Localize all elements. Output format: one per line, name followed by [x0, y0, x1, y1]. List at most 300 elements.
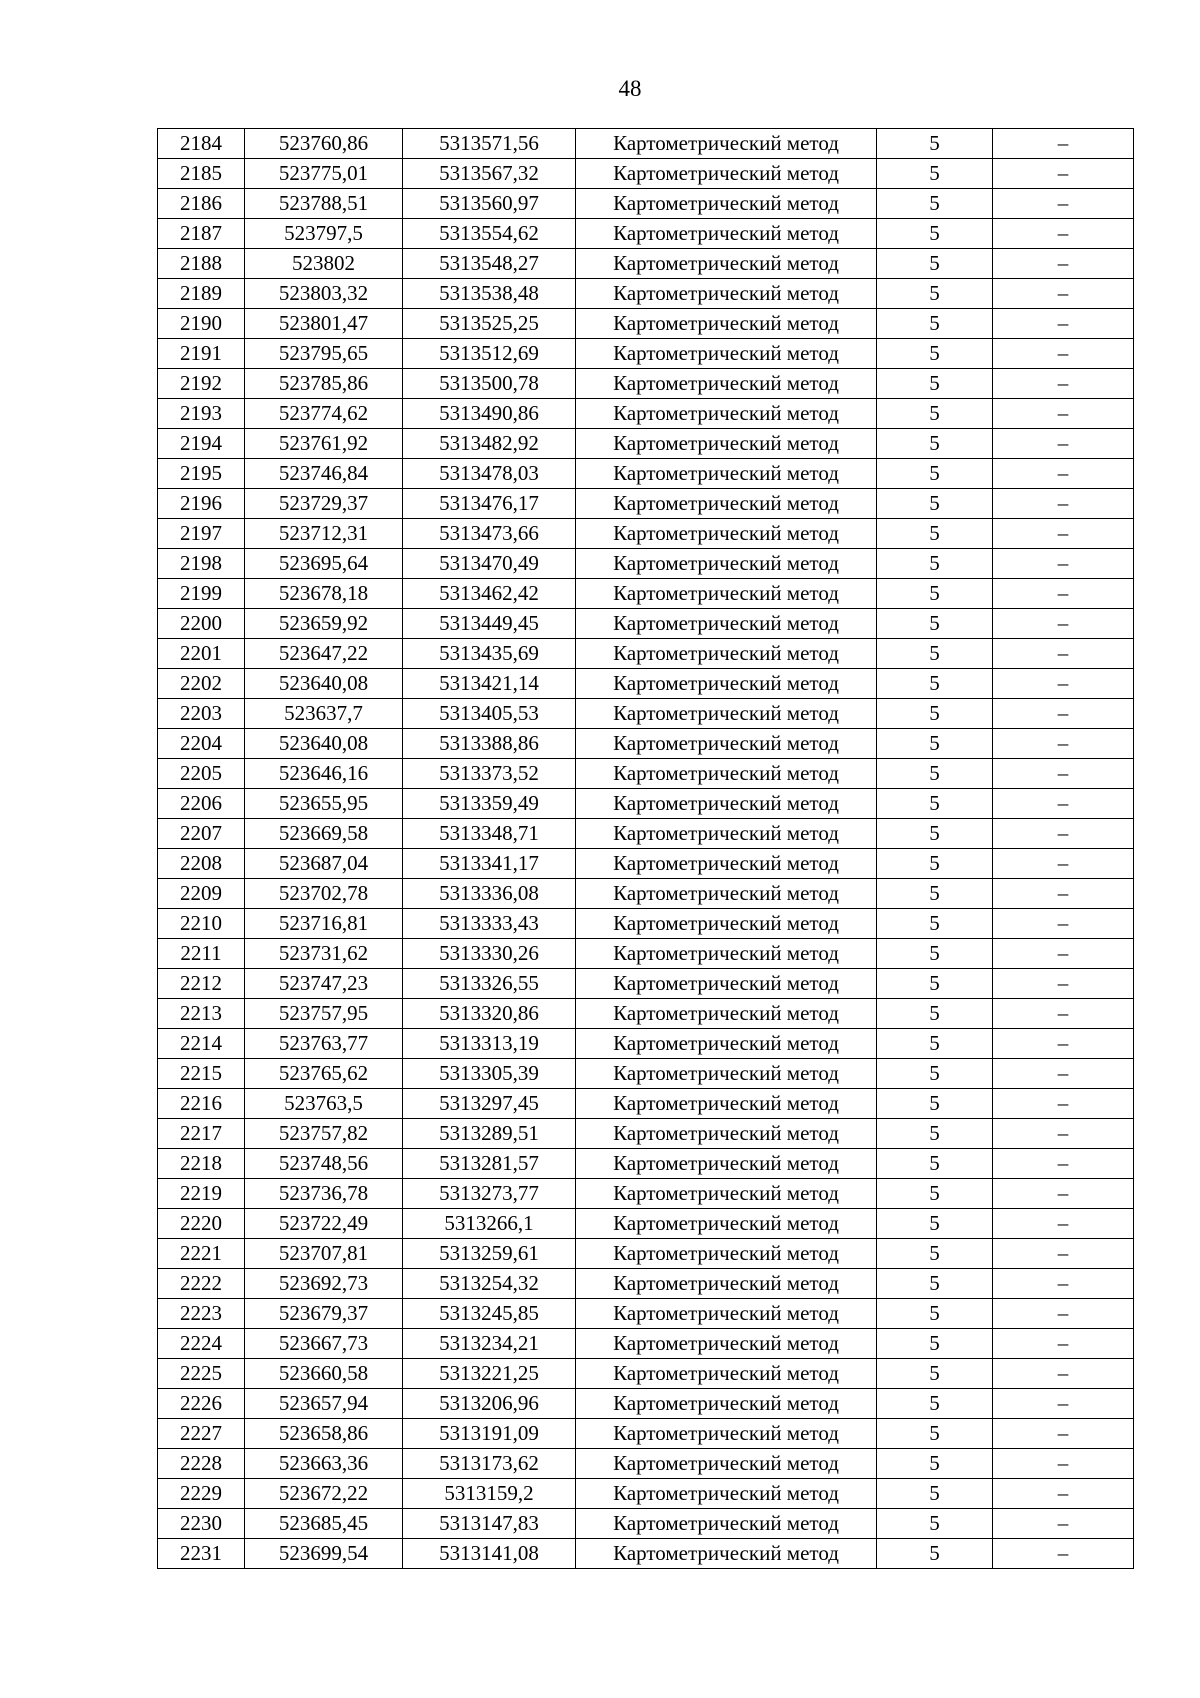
y-coordinate-cell: 5313567,32: [403, 159, 576, 189]
x-coordinate-cell: 523692,73: [245, 1269, 403, 1299]
y-coordinate-cell: 5313571,56: [403, 129, 576, 159]
accuracy-cell: 5: [877, 1359, 993, 1389]
table-row: [158, 729, 1134, 759]
note-cell: –: [993, 1299, 1134, 1329]
note-cell: –: [993, 279, 1134, 309]
method-cell: Картометрический метод: [576, 789, 877, 819]
method-cell: Картометрический метод: [576, 879, 877, 909]
x-coordinate-cell: 523761,92: [245, 429, 403, 459]
point-number-cell: 2228: [158, 1449, 245, 1479]
point-number-cell: 2209: [158, 879, 245, 909]
note-cell: –: [993, 879, 1134, 909]
x-coordinate-cell: 523722,49: [245, 1209, 403, 1239]
note-cell: –: [993, 609, 1134, 639]
y-coordinate-cell: 5313191,09: [403, 1419, 576, 1449]
table-row: [158, 369, 1134, 399]
accuracy-cell: 5: [877, 1149, 993, 1179]
x-coordinate-cell: 523658,86: [245, 1419, 403, 1449]
accuracy-cell: 5: [877, 219, 993, 249]
method-cell: Картометрический метод: [576, 1419, 877, 1449]
note-cell: –: [993, 1029, 1134, 1059]
accuracy-cell: 5: [877, 1179, 993, 1209]
x-coordinate-cell: 523702,78: [245, 879, 403, 909]
method-cell: Картометрический метод: [576, 909, 877, 939]
accuracy-cell: 5: [877, 669, 993, 699]
note-cell: –: [993, 129, 1134, 159]
table-row: [158, 789, 1134, 819]
point-number-cell: 2227: [158, 1419, 245, 1449]
point-number-cell: 2192: [158, 369, 245, 399]
accuracy-cell: 5: [877, 849, 993, 879]
y-coordinate-cell: 5313320,86: [403, 999, 576, 1029]
note-cell: –: [993, 189, 1134, 219]
x-coordinate-cell: 523660,58: [245, 1359, 403, 1389]
accuracy-cell: 5: [877, 1479, 993, 1509]
note-cell: –: [993, 939, 1134, 969]
method-cell: Картометрический метод: [576, 579, 877, 609]
y-coordinate-cell: 5313147,83: [403, 1509, 576, 1539]
x-coordinate-cell: 523797,5: [245, 219, 403, 249]
method-cell: Картометрический метод: [576, 219, 877, 249]
method-cell: Картометрический метод: [576, 519, 877, 549]
point-number-cell: 2193: [158, 399, 245, 429]
y-coordinate-cell: 5313500,78: [403, 369, 576, 399]
note-cell: –: [993, 1059, 1134, 1089]
point-number-cell: 2204: [158, 729, 245, 759]
note-cell: –: [993, 309, 1134, 339]
x-coordinate-cell: 523757,95: [245, 999, 403, 1029]
x-coordinate-cell: 523669,58: [245, 819, 403, 849]
point-number-cell: 2222: [158, 1269, 245, 1299]
point-number-cell: 2191: [158, 339, 245, 369]
y-coordinate-cell: 5313341,17: [403, 849, 576, 879]
method-cell: Картометрический метод: [576, 1209, 877, 1239]
coordinates-table-body: [158, 129, 1134, 1569]
note-cell: –: [993, 699, 1134, 729]
y-coordinate-cell: 5313554,62: [403, 219, 576, 249]
note-cell: –: [993, 789, 1134, 819]
y-coordinate-cell: 5313141,08: [403, 1539, 576, 1569]
y-coordinate-cell: 5313348,71: [403, 819, 576, 849]
note-cell: –: [993, 429, 1134, 459]
point-number-cell: 2198: [158, 549, 245, 579]
table-row: [158, 279, 1134, 309]
method-cell: Картометрический метод: [576, 489, 877, 519]
table-row: [158, 819, 1134, 849]
y-coordinate-cell: 5313281,57: [403, 1149, 576, 1179]
point-number-cell: 2223: [158, 1299, 245, 1329]
method-cell: Картометрический метод: [576, 429, 877, 459]
table-row: [158, 909, 1134, 939]
table-row: [158, 969, 1134, 999]
method-cell: Картометрический метод: [576, 1299, 877, 1329]
method-cell: Картометрический метод: [576, 1179, 877, 1209]
accuracy-cell: 5: [877, 939, 993, 969]
method-cell: Картометрический метод: [576, 1389, 877, 1419]
x-coordinate-cell: 523747,23: [245, 969, 403, 999]
table-row: [158, 1029, 1134, 1059]
method-cell: Картометрический метод: [576, 339, 877, 369]
point-number-cell: 2217: [158, 1119, 245, 1149]
point-number-cell: 2210: [158, 909, 245, 939]
x-coordinate-cell: 523647,22: [245, 639, 403, 669]
table-row: [158, 1389, 1134, 1419]
y-coordinate-cell: 5313173,62: [403, 1449, 576, 1479]
table-row: [158, 1479, 1134, 1509]
note-cell: –: [993, 1479, 1134, 1509]
accuracy-cell: 5: [877, 429, 993, 459]
accuracy-cell: 5: [877, 1239, 993, 1269]
point-number-cell: 2205: [158, 759, 245, 789]
note-cell: –: [993, 1149, 1134, 1179]
point-number-cell: 2208: [158, 849, 245, 879]
x-coordinate-cell: 523785,86: [245, 369, 403, 399]
accuracy-cell: 5: [877, 1209, 993, 1239]
point-number-cell: 2195: [158, 459, 245, 489]
y-coordinate-cell: 5313336,08: [403, 879, 576, 909]
accuracy-cell: 5: [877, 1059, 993, 1089]
point-number-cell: 2221: [158, 1239, 245, 1269]
note-cell: –: [993, 819, 1134, 849]
method-cell: Картометрический метод: [576, 129, 877, 159]
y-coordinate-cell: 5313470,49: [403, 549, 576, 579]
x-coordinate-cell: 523712,31: [245, 519, 403, 549]
point-number-cell: 2225: [158, 1359, 245, 1389]
y-coordinate-cell: 5313421,14: [403, 669, 576, 699]
note-cell: –: [993, 1269, 1134, 1299]
accuracy-cell: 5: [877, 1299, 993, 1329]
method-cell: Картометрический метод: [576, 849, 877, 879]
point-number-cell: 2218: [158, 1149, 245, 1179]
point-number-cell: 2189: [158, 279, 245, 309]
x-coordinate-cell: 523699,54: [245, 1539, 403, 1569]
table-row: [158, 1539, 1134, 1569]
method-cell: Картометрический метод: [576, 1359, 877, 1389]
x-coordinate-cell: 523679,37: [245, 1299, 403, 1329]
x-coordinate-cell: 523640,08: [245, 669, 403, 699]
point-number-cell: 2187: [158, 219, 245, 249]
table-row: [158, 159, 1134, 189]
method-cell: Картометрический метод: [576, 159, 877, 189]
accuracy-cell: 5: [877, 789, 993, 819]
table-row: [158, 939, 1134, 969]
x-coordinate-cell: 523775,01: [245, 159, 403, 189]
y-coordinate-cell: 5313297,45: [403, 1089, 576, 1119]
x-coordinate-cell: 523655,95: [245, 789, 403, 819]
y-coordinate-cell: 5313476,17: [403, 489, 576, 519]
accuracy-cell: 5: [877, 999, 993, 1029]
note-cell: –: [993, 669, 1134, 699]
method-cell: Картометрический метод: [576, 1089, 877, 1119]
table-row: [158, 1239, 1134, 1269]
y-coordinate-cell: 5313206,96: [403, 1389, 576, 1419]
point-number-cell: 2213: [158, 999, 245, 1029]
x-coordinate-cell: 523663,36: [245, 1449, 403, 1479]
point-number-cell: 2212: [158, 969, 245, 999]
table-row: [158, 219, 1134, 249]
method-cell: Картометрический метод: [576, 1149, 877, 1179]
y-coordinate-cell: 5313560,97: [403, 189, 576, 219]
y-coordinate-cell: 5313266,1: [403, 1209, 576, 1239]
y-coordinate-cell: 5313254,32: [403, 1269, 576, 1299]
accuracy-cell: 5: [877, 579, 993, 609]
method-cell: Картометрический метод: [576, 1479, 877, 1509]
x-coordinate-cell: 523801,47: [245, 309, 403, 339]
note-cell: –: [993, 1209, 1134, 1239]
table-row: [158, 549, 1134, 579]
accuracy-cell: 5: [877, 969, 993, 999]
point-number-cell: 2184: [158, 129, 245, 159]
y-coordinate-cell: 5313221,25: [403, 1359, 576, 1389]
table-row: [158, 399, 1134, 429]
accuracy-cell: 5: [877, 1419, 993, 1449]
note-cell: –: [993, 999, 1134, 1029]
accuracy-cell: 5: [877, 639, 993, 669]
accuracy-cell: 5: [877, 1029, 993, 1059]
table-row: [158, 879, 1134, 909]
note-cell: –: [993, 1359, 1134, 1389]
x-coordinate-cell: 523695,64: [245, 549, 403, 579]
table-row: [158, 1299, 1134, 1329]
x-coordinate-cell: 523802: [245, 249, 403, 279]
x-coordinate-cell: 523687,04: [245, 849, 403, 879]
table-row: [158, 699, 1134, 729]
x-coordinate-cell: 523803,32: [245, 279, 403, 309]
note-cell: –: [993, 159, 1134, 189]
note-cell: –: [993, 399, 1134, 429]
x-coordinate-cell: 523746,84: [245, 459, 403, 489]
point-number-cell: 2224: [158, 1329, 245, 1359]
note-cell: –: [993, 1119, 1134, 1149]
table-row: [158, 339, 1134, 369]
table-row: [158, 429, 1134, 459]
x-coordinate-cell: 523731,62: [245, 939, 403, 969]
point-number-cell: 2188: [158, 249, 245, 279]
table-row: [158, 519, 1134, 549]
note-cell: –: [993, 1389, 1134, 1419]
x-coordinate-cell: 523685,45: [245, 1509, 403, 1539]
y-coordinate-cell: 5313525,25: [403, 309, 576, 339]
y-coordinate-cell: 5313405,53: [403, 699, 576, 729]
y-coordinate-cell: 5313259,61: [403, 1239, 576, 1269]
table-row: [158, 249, 1134, 279]
note-cell: –: [993, 369, 1134, 399]
x-coordinate-cell: 523672,22: [245, 1479, 403, 1509]
y-coordinate-cell: 5313333,43: [403, 909, 576, 939]
y-coordinate-cell: 5313462,42: [403, 579, 576, 609]
method-cell: Картометрический метод: [576, 309, 877, 339]
x-coordinate-cell: 523646,16: [245, 759, 403, 789]
y-coordinate-cell: 5313482,92: [403, 429, 576, 459]
table-row: [158, 1119, 1134, 1149]
point-number-cell: 2201: [158, 639, 245, 669]
method-cell: Картометрический метод: [576, 1239, 877, 1269]
x-coordinate-cell: 523757,82: [245, 1119, 403, 1149]
accuracy-cell: 5: [877, 879, 993, 909]
table-row: [158, 309, 1134, 339]
note-cell: –: [993, 549, 1134, 579]
x-coordinate-cell: 523795,65: [245, 339, 403, 369]
y-coordinate-cell: 5313159,2: [403, 1479, 576, 1509]
y-coordinate-cell: 5313512,69: [403, 339, 576, 369]
note-cell: –: [993, 849, 1134, 879]
accuracy-cell: 5: [877, 1539, 993, 1569]
note-cell: –: [993, 489, 1134, 519]
point-number-cell: 2220: [158, 1209, 245, 1239]
table-row: [158, 639, 1134, 669]
table-row: [158, 1269, 1134, 1299]
accuracy-cell: 5: [877, 1389, 993, 1419]
y-coordinate-cell: 5313373,52: [403, 759, 576, 789]
y-coordinate-cell: 5313473,66: [403, 519, 576, 549]
accuracy-cell: 5: [877, 189, 993, 219]
point-number-cell: 2211: [158, 939, 245, 969]
method-cell: Картометрический метод: [576, 189, 877, 219]
accuracy-cell: 5: [877, 129, 993, 159]
point-number-cell: 2197: [158, 519, 245, 549]
y-coordinate-cell: 5313313,19: [403, 1029, 576, 1059]
y-coordinate-cell: 5313490,86: [403, 399, 576, 429]
note-cell: –: [993, 1419, 1134, 1449]
method-cell: Картометрический метод: [576, 969, 877, 999]
accuracy-cell: 5: [877, 399, 993, 429]
method-cell: Картометрический метод: [576, 399, 877, 429]
accuracy-cell: 5: [877, 1269, 993, 1299]
accuracy-cell: 5: [877, 339, 993, 369]
point-number-cell: 2219: [158, 1179, 245, 1209]
y-coordinate-cell: 5313548,27: [403, 249, 576, 279]
accuracy-cell: 5: [877, 909, 993, 939]
method-cell: Картометрический метод: [576, 609, 877, 639]
table-row: [158, 1419, 1134, 1449]
method-cell: Картометрический метод: [576, 639, 877, 669]
point-number-cell: 2215: [158, 1059, 245, 1089]
coordinates-table: [157, 128, 1134, 1569]
note-cell: –: [993, 909, 1134, 939]
point-number-cell: 2199: [158, 579, 245, 609]
note-cell: –: [993, 249, 1134, 279]
point-number-cell: 2196: [158, 489, 245, 519]
method-cell: Картометрический метод: [576, 459, 877, 489]
x-coordinate-cell: 523659,92: [245, 609, 403, 639]
method-cell: Картометрический метод: [576, 1539, 877, 1569]
table-row: [158, 1329, 1134, 1359]
x-coordinate-cell: 523637,7: [245, 699, 403, 729]
method-cell: Картометрический метод: [576, 669, 877, 699]
method-cell: Картометрический метод: [576, 939, 877, 969]
point-number-cell: 2229: [158, 1479, 245, 1509]
accuracy-cell: 5: [877, 519, 993, 549]
note-cell: –: [993, 579, 1134, 609]
method-cell: Картометрический метод: [576, 759, 877, 789]
accuracy-cell: 5: [877, 309, 993, 339]
point-number-cell: 2203: [158, 699, 245, 729]
accuracy-cell: 5: [877, 1119, 993, 1149]
accuracy-cell: 5: [877, 1089, 993, 1119]
note-cell: –: [993, 969, 1134, 999]
accuracy-cell: 5: [877, 549, 993, 579]
point-number-cell: 2216: [158, 1089, 245, 1119]
method-cell: Картометрический метод: [576, 1329, 877, 1359]
y-coordinate-cell: 5313330,26: [403, 939, 576, 969]
table-row: [158, 129, 1134, 159]
x-coordinate-cell: 523736,78: [245, 1179, 403, 1209]
point-number-cell: 2231: [158, 1539, 245, 1569]
x-coordinate-cell: 523716,81: [245, 909, 403, 939]
table-row: [158, 489, 1134, 519]
y-coordinate-cell: 5313245,85: [403, 1299, 576, 1329]
point-number-cell: 2194: [158, 429, 245, 459]
x-coordinate-cell: 523657,94: [245, 1389, 403, 1419]
accuracy-cell: 5: [877, 1509, 993, 1539]
table-row: [158, 1059, 1134, 1089]
note-cell: –: [993, 759, 1134, 789]
note-cell: –: [993, 1329, 1134, 1359]
note-cell: –: [993, 1539, 1134, 1569]
accuracy-cell: 5: [877, 609, 993, 639]
y-coordinate-cell: 5313388,86: [403, 729, 576, 759]
table-row: [158, 1149, 1134, 1179]
method-cell: Картометрический метод: [576, 1269, 877, 1299]
x-coordinate-cell: 523760,86: [245, 129, 403, 159]
note-cell: –: [993, 519, 1134, 549]
accuracy-cell: 5: [877, 759, 993, 789]
y-coordinate-cell: 5313273,77: [403, 1179, 576, 1209]
method-cell: Картометрический метод: [576, 1449, 877, 1479]
accuracy-cell: 5: [877, 459, 993, 489]
x-coordinate-cell: 523729,37: [245, 489, 403, 519]
method-cell: Картометрический метод: [576, 549, 877, 579]
method-cell: Картометрический метод: [576, 279, 877, 309]
x-coordinate-cell: 523748,56: [245, 1149, 403, 1179]
point-number-cell: 2230: [158, 1509, 245, 1539]
point-number-cell: 2207: [158, 819, 245, 849]
method-cell: Картометрический метод: [576, 999, 877, 1029]
y-coordinate-cell: 5313449,45: [403, 609, 576, 639]
table-row: [158, 609, 1134, 639]
point-number-cell: 2190: [158, 309, 245, 339]
x-coordinate-cell: 523640,08: [245, 729, 403, 759]
accuracy-cell: 5: [877, 819, 993, 849]
y-coordinate-cell: 5313435,69: [403, 639, 576, 669]
method-cell: Картометрический метод: [576, 699, 877, 729]
x-coordinate-cell: 523765,62: [245, 1059, 403, 1089]
point-number-cell: 2186: [158, 189, 245, 219]
note-cell: –: [993, 1089, 1134, 1119]
table-row: [158, 759, 1134, 789]
note-cell: –: [993, 339, 1134, 369]
x-coordinate-cell: 523763,5: [245, 1089, 403, 1119]
note-cell: –: [993, 1179, 1134, 1209]
method-cell: Картометрический метод: [576, 1059, 877, 1089]
accuracy-cell: 5: [877, 489, 993, 519]
note-cell: –: [993, 1449, 1134, 1479]
table-row: [158, 669, 1134, 699]
y-coordinate-cell: 5313305,39: [403, 1059, 576, 1089]
table-row: [158, 459, 1134, 489]
x-coordinate-cell: 523667,73: [245, 1329, 403, 1359]
method-cell: Картометрический метод: [576, 249, 877, 279]
point-number-cell: 2206: [158, 789, 245, 819]
table-row: [158, 1209, 1134, 1239]
x-coordinate-cell: 523774,62: [245, 399, 403, 429]
page-number: 48: [618, 76, 642, 101]
table-row: [158, 999, 1134, 1029]
point-number-cell: 2226: [158, 1389, 245, 1419]
accuracy-cell: 5: [877, 1449, 993, 1479]
method-cell: Картометрический метод: [576, 1509, 877, 1539]
table-row: [158, 1449, 1134, 1479]
